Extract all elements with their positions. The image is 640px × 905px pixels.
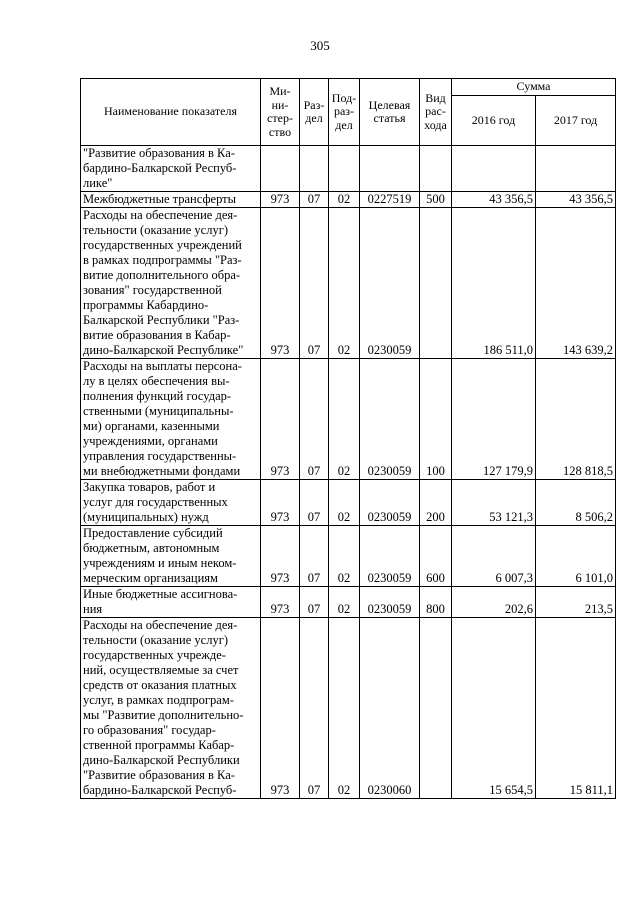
cell-2017: 213,5 [536, 587, 616, 618]
cell-ministry: 973 [261, 359, 300, 480]
cell-expense-type: 100 [420, 359, 452, 480]
table-row [81, 480, 616, 526]
cell-2017: 6 101,0 [536, 526, 616, 587]
cell-section [300, 146, 329, 192]
cell-2017: 143 639,2 [536, 208, 616, 359]
cell-name: Расходы на выплаты персона- лу в целях обеспечения вы- полнения функций государ- ственными (муниципальны- ми) органами, казенными учреждениями, органами управления государственны- ми внебюджетными фондами [81, 359, 261, 480]
cell-ministry: 973 [261, 208, 300, 359]
cell-expense-type: 500 [420, 192, 452, 208]
cell-target [360, 146, 420, 192]
cell-subsection: 02 [329, 587, 360, 618]
cell-2016: 127 179,9 [452, 359, 536, 480]
cell-subsection: 02 [329, 526, 360, 587]
cell-2016: 15 654,5 [452, 618, 536, 799]
cell-ministry: 973 [261, 480, 300, 526]
cell-section: 07 [300, 526, 329, 587]
cell-2016: 186 511,0 [452, 208, 536, 359]
cell-target: 0230059 [360, 526, 420, 587]
cell-2016: 53 121,3 [452, 480, 536, 526]
cell-target: 0230060 [360, 618, 420, 799]
cell-section: 07 [300, 618, 329, 799]
cell-subsection: 02 [329, 618, 360, 799]
cell-name: Предоставление субсидий бюджетным, автономным учреждениям и иным неком- мерческим организациям [81, 526, 261, 587]
cell-subsection: 02 [329, 192, 360, 208]
cell-target: 0230059 [360, 359, 420, 480]
cell-subsection [329, 146, 360, 192]
cell-name: "Развитие образования в Ка- бардино-Балкарской Респуб- лике" [81, 146, 261, 192]
table-row [81, 618, 616, 799]
cell-2017: 15 811,1 [536, 618, 616, 799]
header-name: Наименование показателя [81, 79, 261, 146]
header-sum: Сумма [452, 79, 616, 96]
cell-2016: 202,6 [452, 587, 536, 618]
cell-subsection: 02 [329, 359, 360, 480]
cell-2017: 128 818,5 [536, 359, 616, 480]
cell-ministry: 973 [261, 618, 300, 799]
cell-expense-type: 600 [420, 526, 452, 587]
cell-name: Расходы на обеспечение дея- тельности (оказание услуг) государственных учрежде- ний, осуществляемые за счет средств от оказания платных услуг, в рамках подпрограм- мы "Развитие дополнительно- го образования" государ- ственной программы Кабар- дино-Балкарской Республики "Развитие образования в Ка- бардино-Балкарской Респуб- [81, 618, 261, 799]
cell-name: Межбюджетные трансферты [81, 192, 261, 208]
header-year-2017: 2017 год [536, 96, 616, 146]
cell-section: 07 [300, 359, 329, 480]
table-row [81, 208, 616, 359]
table-body [81, 146, 616, 799]
cell-target: 0227519 [360, 192, 420, 208]
cell-subsection: 02 [329, 480, 360, 526]
table-row [81, 146, 616, 192]
cell-expense-type: 200 [420, 480, 452, 526]
header-target: Целевая статья [360, 79, 420, 146]
cell-target: 0230059 [360, 480, 420, 526]
header-subsection: Под- раз- дел [329, 79, 360, 146]
cell-expense-type: 800 [420, 587, 452, 618]
table-row [81, 359, 616, 480]
header-expense-type: Вид рас- хода [420, 79, 452, 146]
cell-name: Иные бюджетные ассигнова- ния [81, 587, 261, 618]
table-row [81, 192, 616, 208]
cell-section: 07 [300, 208, 329, 359]
page-number: 305 [310, 38, 330, 53]
cell-2016: 6 007,3 [452, 526, 536, 587]
cell-ministry: 973 [261, 526, 300, 587]
header-section: Раз- дел [300, 79, 329, 146]
header-ministry: Ми- ни- стер- ство [261, 79, 300, 146]
header-row-1 [81, 79, 616, 96]
cell-target: 0230059 [360, 208, 420, 359]
cell-name: Закупка товаров, работ и услуг для государственных (муниципальных) нужд [81, 480, 261, 526]
cell-section: 07 [300, 480, 329, 526]
budget-table [80, 78, 616, 799]
table-row [81, 526, 616, 587]
cell-name: Расходы на обеспечение дея- тельности (оказание услуг) государственных учреждений в рамках подпрограммы "Раз- витие дополнительного обра- зования" государственной программы Кабардино- Балкарской Республики "Раз- витие образования в Кабар- дино-Балкарской Республике" [81, 208, 261, 359]
cell-section: 07 [300, 192, 329, 208]
cell-2017: 43 356,5 [536, 192, 616, 208]
cell-expense-type [420, 146, 452, 192]
cell-2016: 43 356,5 [452, 192, 536, 208]
cell-ministry: 973 [261, 192, 300, 208]
cell-2017 [536, 146, 616, 192]
header-year-2016: 2016 год [452, 96, 536, 146]
cell-ministry [261, 146, 300, 192]
cell-subsection: 02 [329, 208, 360, 359]
cell-2017: 8 506,2 [536, 480, 616, 526]
cell-target: 0230059 [360, 587, 420, 618]
cell-expense-type [420, 208, 452, 359]
cell-ministry: 973 [261, 587, 300, 618]
cell-2016 [452, 146, 536, 192]
cell-expense-type [420, 618, 452, 799]
cell-section: 07 [300, 587, 329, 618]
table-row [81, 587, 616, 618]
